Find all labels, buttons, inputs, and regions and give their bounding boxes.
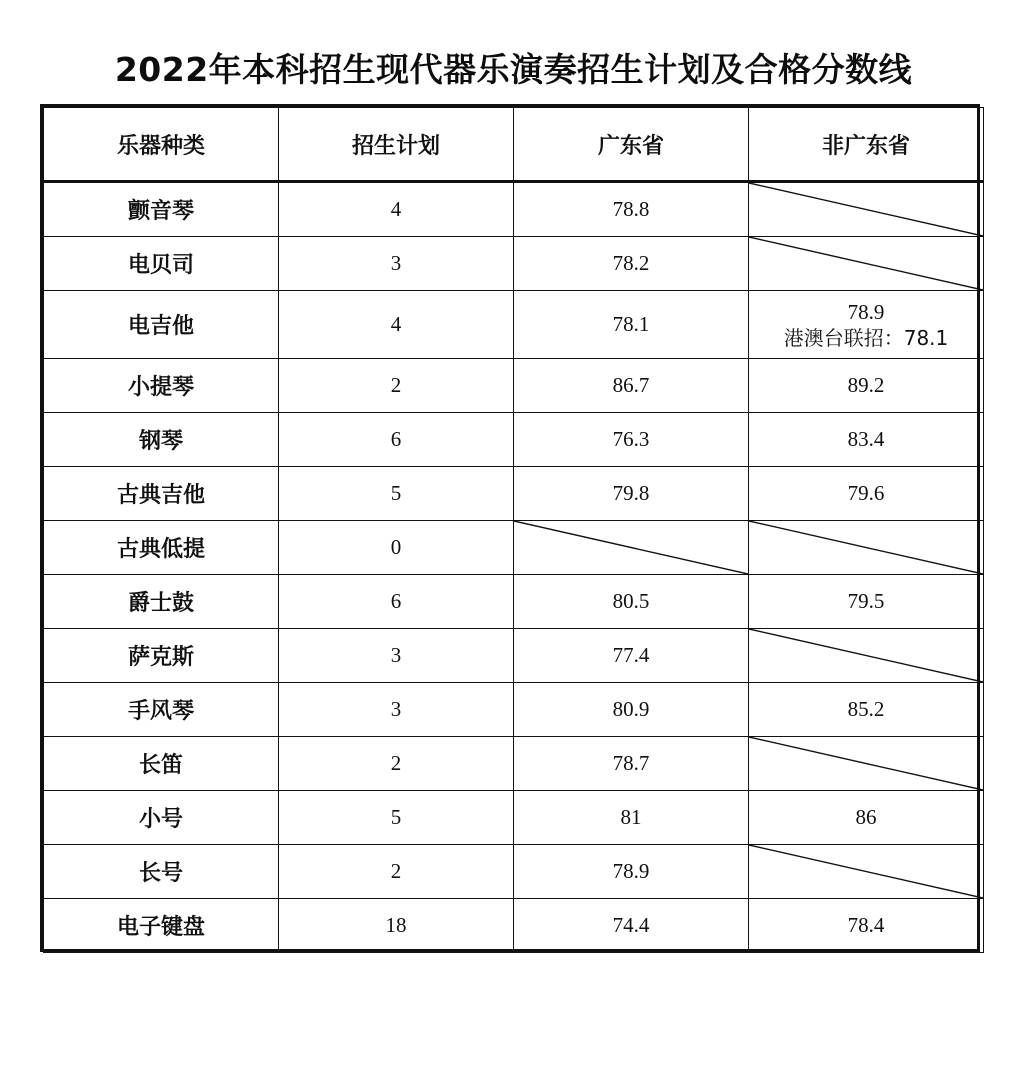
- table-body: [44, 182, 984, 953]
- cell-non-guangdong-empty: [749, 845, 984, 899]
- cell-guangdong: 74.4: [514, 899, 749, 953]
- table-row: [44, 521, 984, 575]
- table-row: [44, 359, 984, 413]
- cell-instrument: 长笛: [44, 737, 279, 791]
- cell-instrument: 电吉他: [44, 291, 279, 359]
- cell-non-guangdong: 83.4: [749, 413, 984, 467]
- table-row: [44, 791, 984, 845]
- cell-instrument: 钢琴: [44, 413, 279, 467]
- cell-non-guangdong: [749, 291, 984, 359]
- cell-non-guangdong-empty: [749, 237, 984, 291]
- diagonal-slash-icon: [749, 237, 983, 290]
- cell-plan: 5: [279, 791, 514, 845]
- cell-non-guangdong-note: 港澳台联招：78.1: [783, 325, 949, 350]
- cell-plan: 0: [279, 521, 514, 575]
- cell-instrument: 小号: [44, 791, 279, 845]
- cell-guangdong: 81: [514, 791, 749, 845]
- cell-guangdong: 77.4: [514, 629, 749, 683]
- cell-guangdong: 80.5: [514, 575, 749, 629]
- table-header-row: [44, 108, 984, 182]
- cell-non-guangdong-empty: [749, 629, 984, 683]
- cell-guangdong: 79.8: [514, 467, 749, 521]
- cell-non-guangdong: 78.4: [749, 899, 984, 953]
- cell-guangdong: 78.2: [514, 237, 749, 291]
- table-row: [44, 575, 984, 629]
- cell-plan: 4: [279, 291, 514, 359]
- header-non-guangdong: 非广东省: [749, 108, 984, 182]
- cell-non-guangdong-score: 78.9: [847, 299, 885, 324]
- diagonal-slash-icon: [749, 845, 983, 898]
- cell-plan: 3: [279, 683, 514, 737]
- cell-guangdong: 78.9: [514, 845, 749, 899]
- diagonal-slash-icon: [749, 183, 983, 236]
- page-title: 2022年本科招生现代器乐演奏招生计划及合格分数线: [114, 50, 913, 89]
- cell-plan: 2: [279, 359, 514, 413]
- table-row: [44, 899, 984, 953]
- table-row: [44, 683, 984, 737]
- cell-instrument: 电子键盘: [44, 899, 279, 953]
- cell-non-guangdong: 89.2: [749, 359, 984, 413]
- cell-non-guangdong-empty: [749, 182, 984, 237]
- table-row: [44, 467, 984, 521]
- table-row: [44, 413, 984, 467]
- cell-plan: 3: [279, 629, 514, 683]
- cell-non-guangdong: 86: [749, 791, 984, 845]
- cell-non-guangdong-empty: [749, 521, 984, 575]
- table-row: [44, 182, 984, 237]
- cell-plan: 3: [279, 237, 514, 291]
- score-table-frame: [40, 104, 980, 952]
- cell-instrument: 古典吉他: [44, 467, 279, 521]
- diagonal-slash-icon: [514, 521, 748, 574]
- cell-instrument: 长号: [44, 845, 279, 899]
- cell-guangdong: 80.9: [514, 683, 749, 737]
- cell-plan: 5: [279, 467, 514, 521]
- cell-instrument: 小提琴: [44, 359, 279, 413]
- table-row: [44, 291, 984, 359]
- table-row: [44, 629, 984, 683]
- cell-non-guangdong: 85.2: [749, 683, 984, 737]
- table-row: [44, 737, 984, 791]
- cell-plan: 6: [279, 413, 514, 467]
- cell-instrument: 爵士鼓: [44, 575, 279, 629]
- cell-non-guangdong-empty: [749, 737, 984, 791]
- diagonal-slash-icon: [749, 737, 983, 790]
- cell-instrument: 颤音琴: [44, 182, 279, 237]
- diagonal-slash-icon: [749, 629, 983, 682]
- cell-non-guangdong: 79.5: [749, 575, 984, 629]
- cell-instrument: 萨克斯: [44, 629, 279, 683]
- cell-guangdong: 78.1: [514, 291, 749, 359]
- header-plan: 招生计划: [279, 108, 514, 182]
- cell-instrument: 电贝司: [44, 237, 279, 291]
- cell-guangdong-empty: [514, 521, 749, 575]
- header-guangdong: 广东省: [514, 108, 749, 182]
- table-row: [44, 237, 984, 291]
- cell-non-guangdong: 79.6: [749, 467, 984, 521]
- cell-plan: 2: [279, 845, 514, 899]
- cell-instrument: 古典低提: [44, 521, 279, 575]
- cell-plan: 6: [279, 575, 514, 629]
- cell-guangdong: 78.8: [514, 182, 749, 237]
- cell-guangdong: 76.3: [514, 413, 749, 467]
- cell-plan: 4: [279, 182, 514, 237]
- score-table: [43, 107, 984, 953]
- header-instrument: 乐器种类: [44, 108, 279, 182]
- cell-instrument: 手风琴: [44, 683, 279, 737]
- cell-plan: 18: [279, 899, 514, 953]
- diagonal-slash-icon: [749, 521, 983, 574]
- table-row: [44, 845, 984, 899]
- cell-guangdong: 86.7: [514, 359, 749, 413]
- cell-plan: 2: [279, 737, 514, 791]
- cell-guangdong: 78.7: [514, 737, 749, 791]
